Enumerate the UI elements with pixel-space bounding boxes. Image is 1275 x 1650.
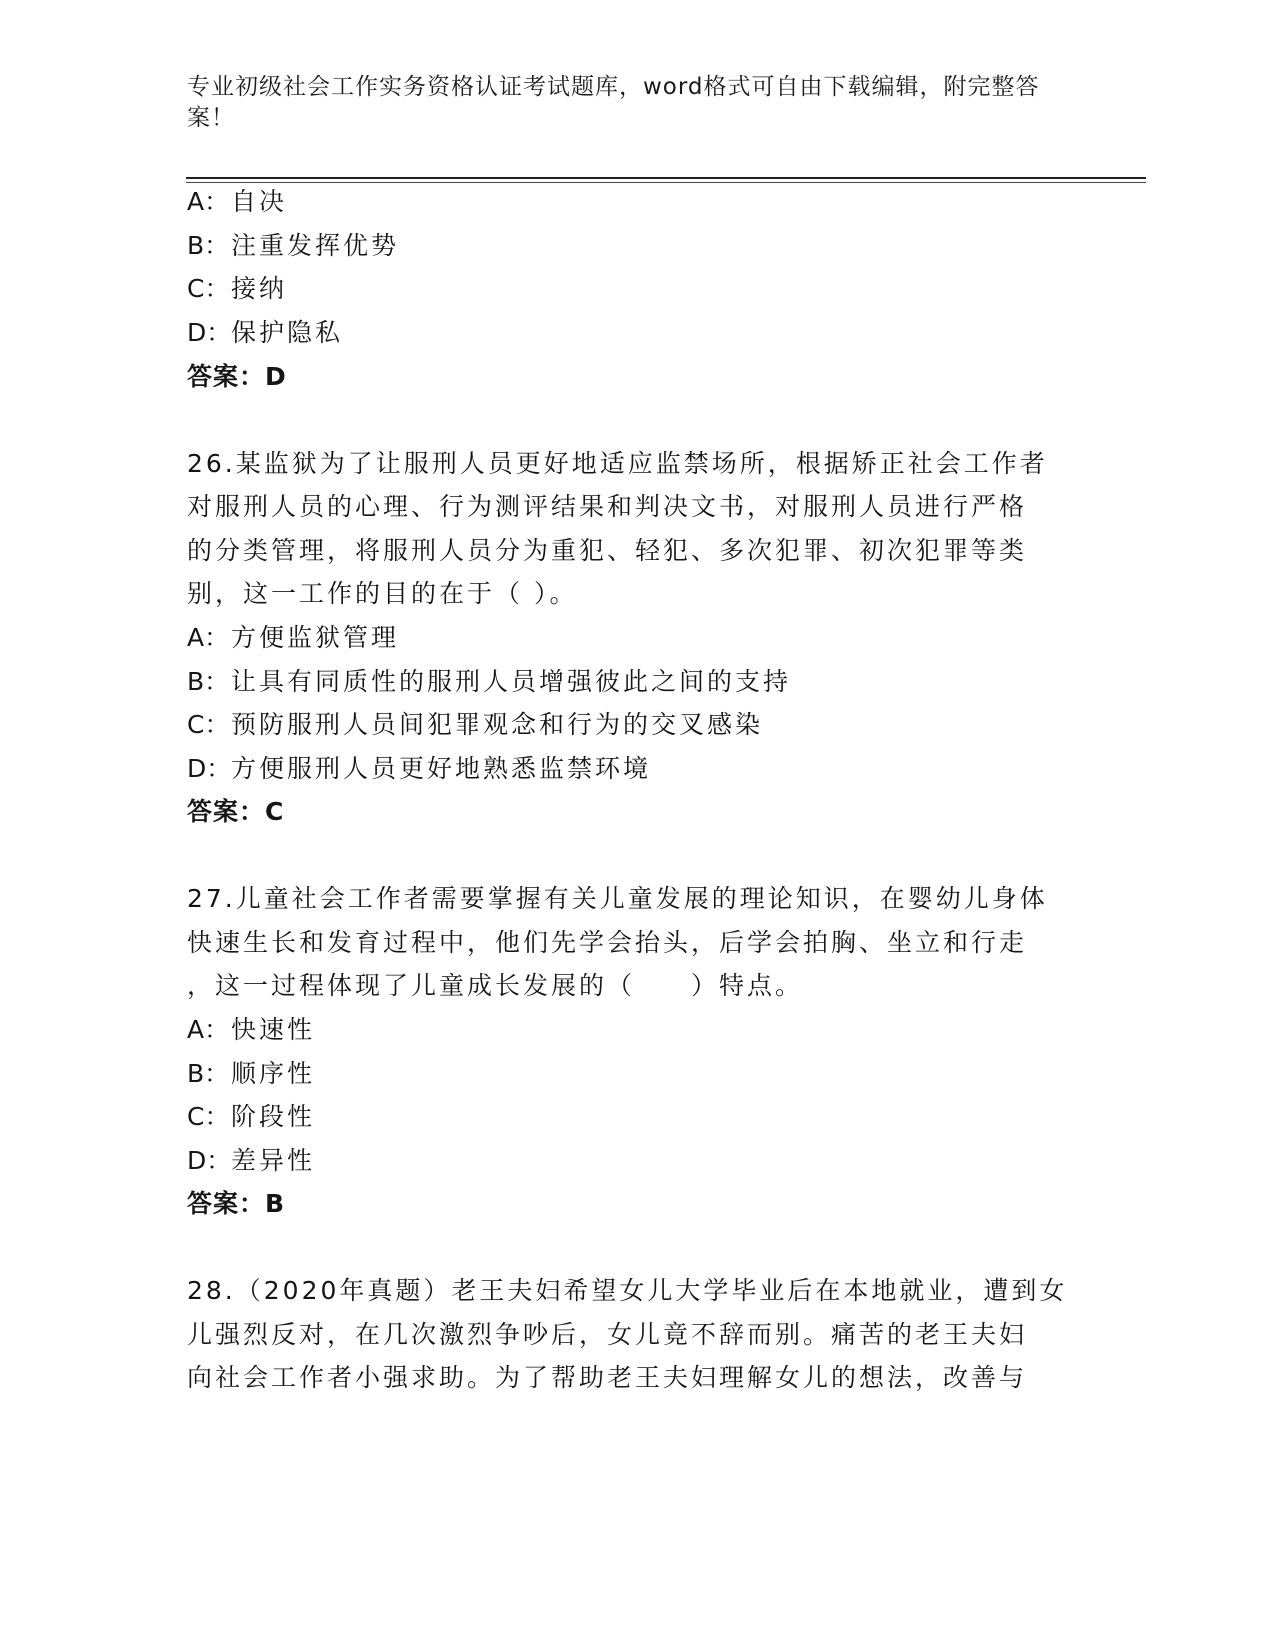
q26-stem-line-4: 别，这一工作的目的在于（ ）。 xyxy=(187,579,578,608)
option-text: 注重发挥优势 xyxy=(231,231,400,260)
option-letter: B： xyxy=(187,1059,230,1088)
q27-stem-line-2: 快速生长和发育过程中，他们先学会抬头，后学会拍胸、坐立和行走 xyxy=(187,928,1028,957)
q28-stem-line-1: 28.（2020年真题）老王夫妇希望女儿大学毕业后在本地就业，遭到女 xyxy=(187,1276,1068,1305)
option-letter: D： xyxy=(187,1146,232,1175)
q26-option-a xyxy=(187,622,399,654)
header-divider-thin xyxy=(186,182,1146,183)
option-letter: B： xyxy=(187,667,230,696)
q25-answer: 答案：D xyxy=(187,362,287,391)
option-letter: C： xyxy=(187,1102,230,1131)
q26-stem-line-1: 26.某监狱为了让服刑人员更好地适应监禁场所，根据矫正社会工作者 xyxy=(187,449,1048,478)
option-text: 自决 xyxy=(231,187,288,216)
q26-option-b xyxy=(187,666,791,698)
option-text: 保护隐私 xyxy=(231,318,344,347)
option-text: 接纳 xyxy=(231,274,288,303)
q27-option-d xyxy=(187,1145,315,1177)
page-header xyxy=(187,72,1087,134)
option-text: 阶段性 xyxy=(231,1102,316,1131)
option-text: 快速性 xyxy=(231,1015,316,1044)
option-text: 方便服刑人员更好地熟悉监禁环境 xyxy=(231,754,652,783)
q25-option-b xyxy=(187,230,399,262)
q28-stem-line-2: 儿强烈反对，在几次激烈争吵后，女儿竟不辞而别。痛苦的老王夫妇 xyxy=(187,1320,1028,1349)
q26-stem-line-3: 的分类管理，将服刑人员分为重犯、轻犯、多次犯罪、初次犯罪等类 xyxy=(187,536,1028,565)
header-line-1: 专业初级社会工作实务资格认证考试题库，word格式可自由下载编辑，附完整答 xyxy=(187,74,1040,100)
q27-stem-line-3: ，这一过程体现了儿童成长发展的（ ）特点。 xyxy=(187,971,804,1000)
q25-option-d xyxy=(187,317,343,349)
q26-option-d xyxy=(187,753,651,785)
option-text: 差异性 xyxy=(231,1146,316,1175)
option-letter: B： xyxy=(187,231,230,260)
q27-option-a xyxy=(187,1014,315,1046)
option-letter: A： xyxy=(187,1015,230,1044)
option-text: 顺序性 xyxy=(231,1059,316,1088)
header-divider-thick xyxy=(186,177,1146,179)
q25-option-a xyxy=(187,186,287,218)
q26-answer: 答案：C xyxy=(187,797,285,826)
option-letter: D： xyxy=(187,754,232,783)
q26-option-c xyxy=(187,709,763,741)
option-letter: D： xyxy=(187,318,232,347)
q25-option-c xyxy=(187,273,287,305)
option-letter: A： xyxy=(187,187,230,216)
option-letter: A： xyxy=(187,623,230,652)
q27-option-c xyxy=(187,1101,315,1133)
option-letter: C： xyxy=(187,274,230,303)
q28-stem-line-3: 向社会工作者小强求助。为了帮助老王夫妇理解女儿的想法，改善与 xyxy=(187,1363,1028,1392)
option-text: 预防服刑人员间犯罪观念和行为的交叉感染 xyxy=(231,710,764,739)
option-letter: C： xyxy=(187,710,230,739)
option-text: 方便监狱管理 xyxy=(231,623,400,652)
q27-stem-line-1: 27.儿童社会工作者需要掌握有关儿童发展的理论知识，在婴幼儿身体 xyxy=(187,884,1048,913)
option-text: 让具有同质性的服刑人员增强彼此之间的支持 xyxy=(231,667,792,696)
header-line-2: 案！ xyxy=(187,105,235,131)
q26-stem-line-2: 对服刑人员的心理、行为测评结果和判决文书，对服刑人员进行严格 xyxy=(187,492,1028,521)
q27-option-b xyxy=(187,1058,315,1090)
q27-answer: 答案：B xyxy=(187,1189,286,1218)
